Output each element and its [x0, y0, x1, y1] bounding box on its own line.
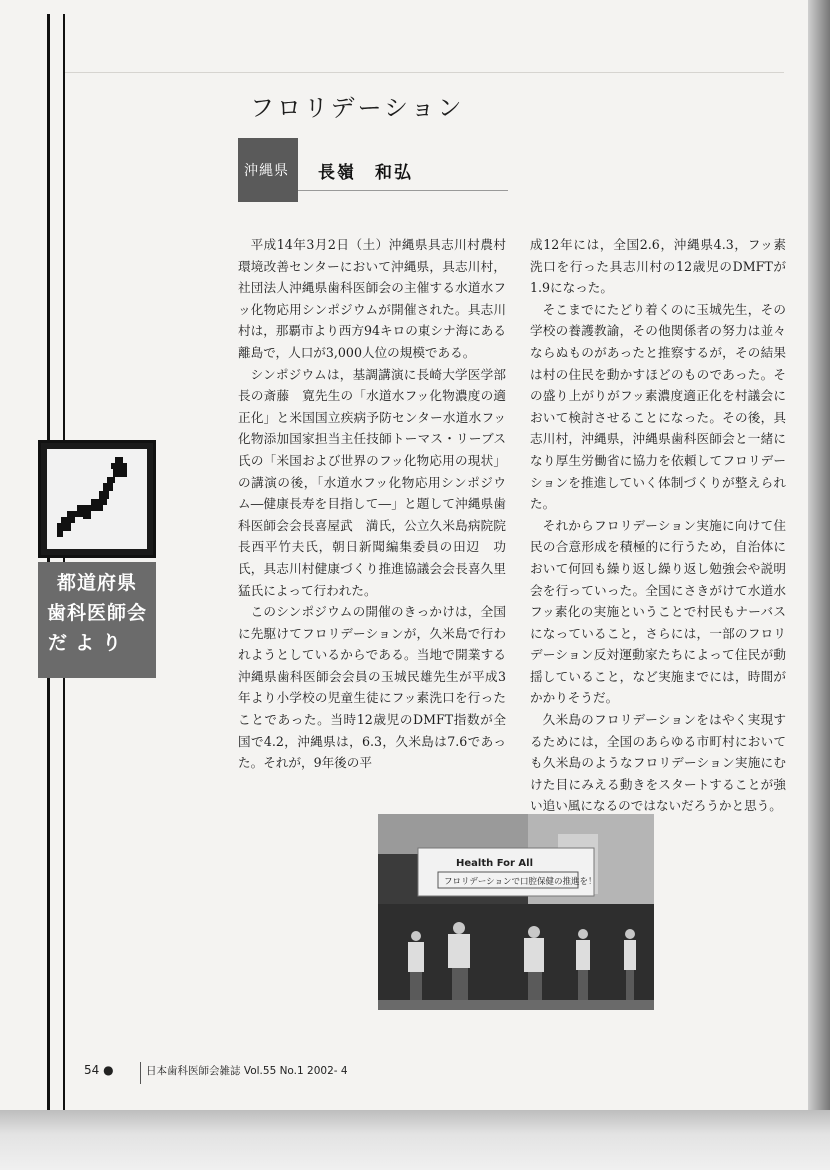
page-number: 54 ● — [84, 1063, 114, 1077]
paragraph: シンポジウムは，基調講演に長崎大学医学部長の斎藤 寛先生の「水道水フッ化物濃度の適正化」と米国国立疾病予防センター水道水フッ化物添加国家担当主任技師トーマス・リーブス氏の「米国および世界のフッ化物応用の現状」の講演の後，「水道水フッ化物応用シンポジウム―健康長寿を目指して―」と題して沖縄県歯科医師会会長喜屋武 満氏，公立久米島病院院長西平竹夫氏，朝日新聞編集委員の田辺 功氏，具志川村健康づくり推進協議会会長喜久里 猛氏によって行われた。 — [238, 366, 519, 598]
paragraph: それからフロリデーション実施に向けて住民の合意形成を積極的に行うため，自治体において何回も繰り返し繰り返し勉強会や説明会を行っていった。全国にさきがけて水道水フッ素化の実施ということで村民もナーバスになっていること，さらには，一部のフロリデーション反対運動家たちによって住民が動揺していること，など実施までには，時間がかかりそうだ。 — [530, 517, 786, 706]
prefecture-label: 沖縄県 — [244, 163, 289, 179]
paragraph: このシンポジウムの開催のきっかけは，全国に先駆けてフロリデーションが，久米島で行われようとしているからである。当地で開業する沖縄県歯科医師会会員の玉城民雄先生が平成3年より小学校の児童生徒にフッ素洗口を行ったことであった。当時12歳児のDMFT指数が全国で4.2，沖縄県は，6.3，久米島は7.6であった。それが，9年後の平 — [238, 604, 506, 771]
body-column-right — [530, 234, 786, 817]
event-photo — [378, 814, 654, 1010]
paragraph: 久米島のフロリデーションをはやく実現するためには，全国のあらゆる市町村においても久米島のようなフロリデーション実施にむけた目にみえる動きをスタートすることが強い追い風になるのではないだろうかと思う。 — [530, 712, 786, 814]
japan-map-icon — [38, 440, 156, 558]
binding-shadow — [808, 0, 830, 1110]
banner-text-jp: フロリデーションで口腔保健の推進を！ — [444, 877, 597, 887]
article-title: フロリデーション — [250, 94, 465, 122]
paragraph: 平成14年3月2日（土）沖縄県具志川村農村環境改善センターにおいて沖縄県，具志川村，社団法人沖縄県歯科医師会の主催する水道水フッ化物応用シンポジウムが開催された。具志川村は，那覇市より西方94キロの東シナ海にある離島で，人口が3,000人位の規模である。 — [238, 237, 506, 360]
author-name: 長嶺 和弘 — [318, 163, 413, 183]
journal-citation: 日本歯科医師会雑誌 Vol.55 No.1 2002- 4 — [146, 1065, 348, 1077]
badge-line: だより — [48, 632, 130, 654]
banner-text-en: Health For All — [456, 858, 534, 869]
body-column-left — [238, 234, 519, 774]
paragraph: 成12年には，全国2.6，沖縄県4.3，フッ素洗口を行った具志川村の12歳児のDMFTが1.9になった。 — [530, 237, 786, 296]
badge-label — [38, 562, 156, 678]
paragraph: そこまでにたどり着くのに玉城先生，その学校の養護教諭，その他関係者の努力は並々ならぬものがあったと推察するが，その結果は村の住民を動かすほどのものであった。その盛り上がりがフッ素濃度適正化を村議会において検討させることになった。その後，具志川村，沖縄県，沖縄県歯科医師会と一緒になり厚生労働省に協力を依頼してフロリデーションを推進していく体制づくりが整えられた。 — [530, 301, 786, 512]
author-rule — [298, 190, 508, 191]
badge-line: 歯科医師会 — [46, 602, 147, 624]
badge-line: 都道府県 — [56, 572, 137, 594]
scan-bottom-edge — [0, 1110, 830, 1170]
prefecture-box — [238, 138, 298, 202]
section-badge — [38, 440, 156, 678]
header-rule — [65, 72, 784, 73]
footer-rule — [140, 1062, 141, 1084]
